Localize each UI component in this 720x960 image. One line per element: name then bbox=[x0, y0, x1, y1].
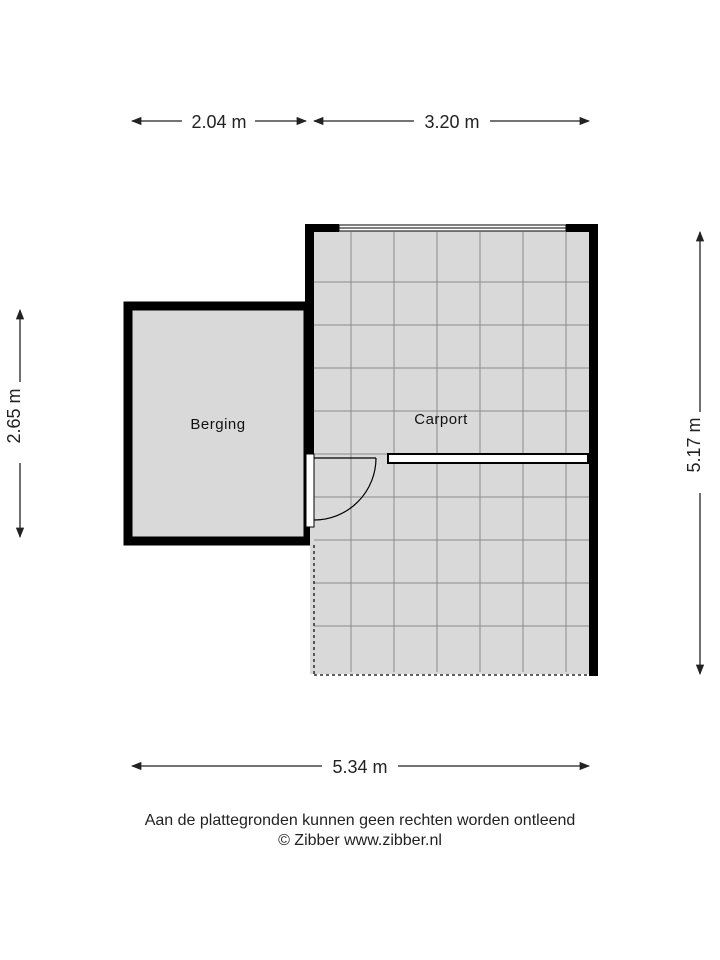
partition-beam bbox=[388, 454, 588, 463]
carport-floor bbox=[310, 228, 594, 674]
dimension-right bbox=[684, 232, 704, 674]
room-berging bbox=[128, 306, 308, 541]
dimension-top-right bbox=[314, 112, 589, 132]
carport-wall-left bbox=[305, 224, 314, 454]
dimension-left bbox=[4, 310, 24, 537]
footer-disclaimer: Aan de plattegronden kunnen geen rechten worden ontleend bbox=[144, 812, 576, 829]
dimension-label: 2.04 m bbox=[191, 112, 247, 132]
footer-copyright: © Zibber www.zibber.nl bbox=[278, 832, 442, 849]
dimension-label: 3.20 m bbox=[424, 112, 480, 132]
room-carport bbox=[305, 224, 598, 676]
carport-wall-right bbox=[589, 224, 598, 676]
dimension-label: 2.65 m bbox=[4, 388, 24, 444]
dimension-label: 5.34 m bbox=[332, 757, 388, 777]
carport-label: Carport bbox=[414, 411, 468, 428]
dimension-label: 5.17 m bbox=[684, 417, 704, 473]
dimension-top-left bbox=[132, 112, 306, 132]
berging-label: Berging bbox=[190, 416, 246, 433]
door-opening bbox=[306, 454, 314, 527]
dimension-bottom bbox=[132, 757, 589, 777]
